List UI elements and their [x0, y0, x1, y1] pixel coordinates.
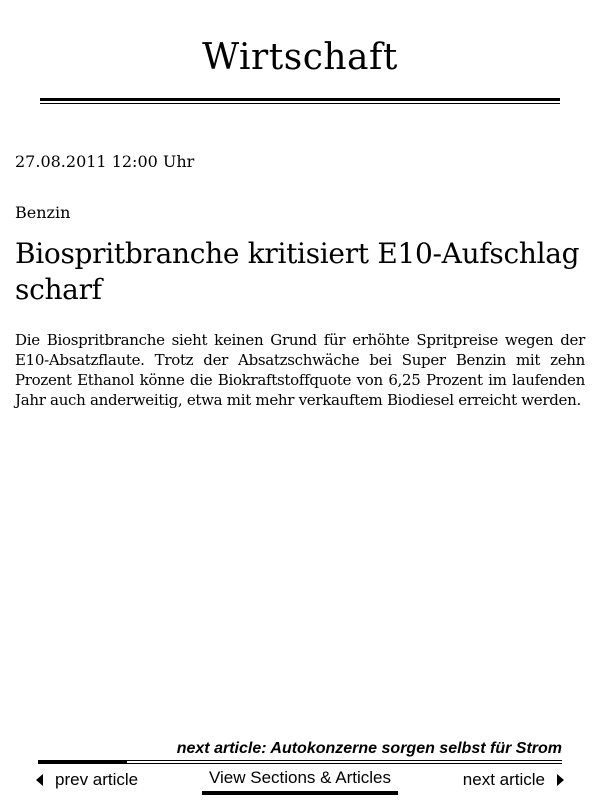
reading-progress-bar — [38, 760, 562, 764]
reading-progress-fill — [38, 761, 127, 763]
article-navigation — [36, 766, 564, 796]
article-lead: Die Biospritbranche sieht keinen Grund für erhöhte Spritpreise wegen der E10-Absatzflaute. Trotz der Absatzschwäche bei Super Benzin mit zehn Prozent Ethanol könne die Biokraftstoffquote von 6,25 Prozent im laufenden Jahr auch anderweitig, etwa mit mehr verkauftem Biodiesel erreicht werden. — [15, 331, 585, 409]
next-article-label: next article — [462, 770, 545, 789]
next-article-button[interactable] — [463, 770, 564, 790]
triangle-left-icon — [36, 774, 43, 786]
next-article-teaser[interactable]: next article: Autokonzerne sorgen selbst für Strom — [176, 740, 562, 757]
view-sections-underline — [202, 791, 398, 795]
prev-article-button[interactable] — [36, 770, 138, 790]
view-sections-label: View Sections & Articles — [208, 768, 392, 787]
section-title: Wirtschaft — [202, 37, 398, 78]
article-timestamp: 27.08.2011 12:00 Uhr — [15, 152, 195, 171]
prev-article-label: prev article — [55, 770, 139, 789]
title-divider — [40, 98, 560, 104]
article-headline: Biospritbranche kritisiert E10-Aufschlag scharf — [15, 237, 580, 306]
view-sections-button[interactable] — [202, 767, 398, 795]
article-kicker: Benzin — [15, 203, 71, 222]
triangle-right-icon — [557, 774, 564, 786]
